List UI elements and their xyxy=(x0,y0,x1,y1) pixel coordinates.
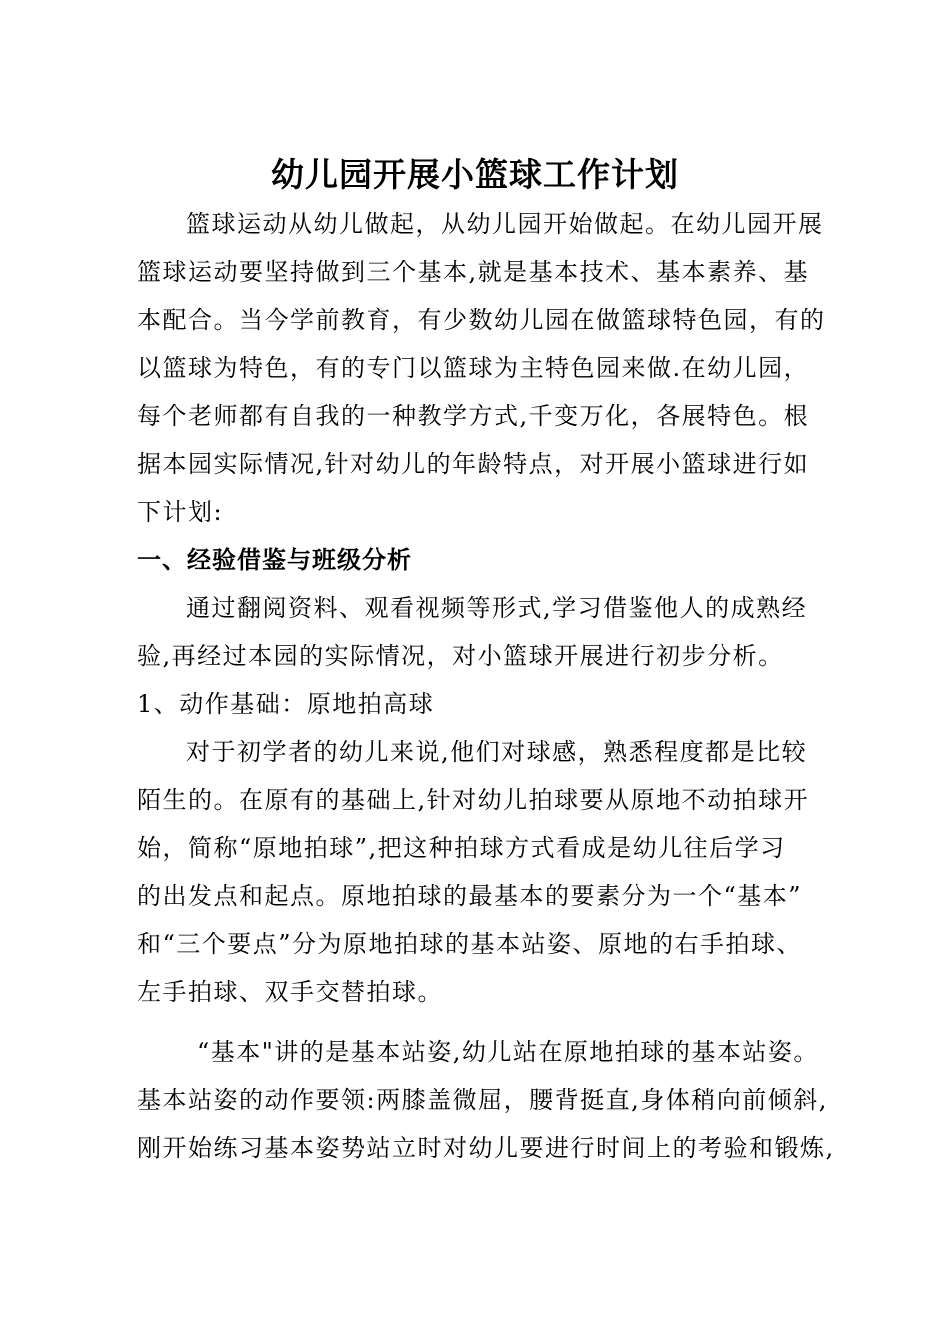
paragraph-line: 本配合。当今学前教育，有少数幼儿园在做篮球特色园，有的 xyxy=(137,306,826,334)
paragraph-line: 刚开始练习基本姿势站立时对幼儿要进行时间上的考验和锻炼, xyxy=(137,1134,835,1162)
paragraph-line: 和“三个要点”分为原地拍球的基本站姿、原地的右手拍球、 xyxy=(137,930,803,958)
section-heading: 一、经验借鉴与班级分析 xyxy=(137,546,412,574)
paragraph-line: 验,再经过本园的实际情况，对小篮球开展进行初步分析。 xyxy=(137,642,784,670)
subsection-heading: 1、动作基础：原地拍高球 xyxy=(137,690,435,718)
paragraph-line: 每个老师都有自我的一种教学方式,千变万化，各展特色。根 xyxy=(137,402,810,430)
paragraph-line: 对于初学者的幼儿来说,他们对球感，熟悉程度都是比较 xyxy=(186,738,808,766)
paragraph-line: 下计划: xyxy=(137,498,224,526)
paragraph-line: 基本站姿的动作要领:两膝盖微屈，腰背挺直,身体稍向前倾斜, xyxy=(137,1086,828,1114)
paragraph-line: 陌生的。在原有的基础上,针对幼儿拍球要从原地不动拍球开 xyxy=(137,786,810,814)
paragraph-line: 的出发点和起点。原地拍球的最基本的要素分为一个“基本” xyxy=(137,882,803,910)
paragraph-line: 篮球运动从幼儿做起，从幼儿园开始做起。在幼儿园开展 xyxy=(186,210,824,238)
paragraph-line: “基本"讲的是基本站姿,幼儿站在原地拍球的基本站姿。 xyxy=(197,1038,819,1066)
document-title: 幼儿园开展小篮球工作计划 xyxy=(271,155,679,194)
paragraph-line: 据本园实际情况,针对幼儿的年龄特点，对开展小篮球进行如 xyxy=(137,450,810,478)
document-body xyxy=(137,200,837,1172)
paragraph-line: 始，简称“原地拍球”,把这种拍球方式看成是幼儿往后学习 xyxy=(137,834,786,862)
paragraph-line: 篮球运动要坚持做到三个基本,就是基本技术、基本素养、基 xyxy=(137,258,810,286)
paragraph-line: 以篮球为特色，有的专门以篮球为主特色园来做.在幼儿园， xyxy=(137,354,810,382)
paragraph-line: 通过翻阅资料、观看视频等形式,学习借鉴他人的成熟经 xyxy=(186,594,808,622)
paragraph-line: 左手拍球、双手交替拍球。 xyxy=(137,978,443,1006)
